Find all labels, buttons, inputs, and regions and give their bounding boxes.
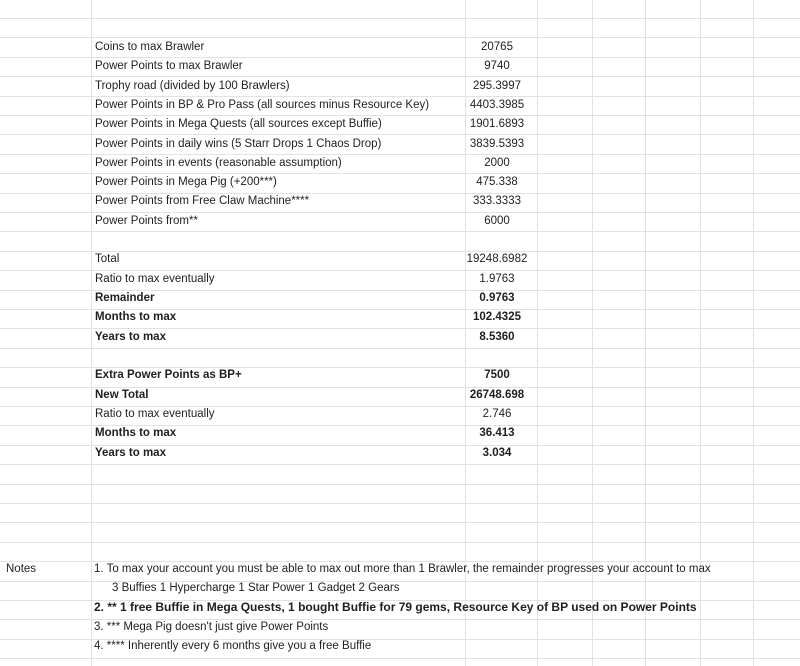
row-gridline	[0, 251, 800, 252]
column-gridline	[753, 0, 754, 666]
row-value[interactable]: 295.3997	[473, 80, 521, 92]
row-label[interactable]: Ratio to max eventually	[95, 273, 215, 285]
row-value[interactable]: 9740	[484, 60, 510, 72]
note-line[interactable]: 3 Buffies 1 Hypercharge 1 Star Power 1 Gadget 2 Gears	[112, 582, 400, 594]
row-label[interactable]: Power Points from Free Claw Machine****	[95, 195, 310, 207]
row-value[interactable]: 26748.698	[469, 389, 525, 401]
row-label[interactable]: Months to max	[95, 311, 177, 323]
row-value[interactable]: 102.4325	[473, 311, 521, 323]
row-label[interactable]: Total	[95, 253, 120, 265]
row-label[interactable]: Power Points in daily wins (5 Starr Drops 1 Chaos Drop)	[95, 138, 382, 150]
row-label[interactable]: Ratio to max eventually	[95, 408, 215, 420]
row-label[interactable]: Power Points in BP & Pro Pass (all sources minus Resource Key)	[95, 99, 430, 111]
row-label[interactable]: Trophy road (divided by 100 Brawlers)	[95, 80, 290, 92]
row-gridline	[0, 503, 800, 504]
row-label[interactable]: Months to max	[95, 427, 177, 439]
row-gridline	[0, 231, 800, 232]
row-value[interactable]: 333.3333	[473, 195, 521, 207]
row-value[interactable]: 3.034	[482, 447, 512, 459]
note-line[interactable]: 2. ** 1 free Buffie in Mega Quests, 1 bought Buffie for 79 gems, Resource Key of BP used on Power Points	[94, 600, 697, 614]
row-gridline	[0, 484, 800, 485]
notes-label[interactable]: Notes	[6, 563, 37, 575]
row-value[interactable]: 6000	[484, 215, 510, 227]
row-label[interactable]: Power Points to max Brawler	[95, 60, 243, 72]
row-label[interactable]: Power Points in Mega Pig (+200***)	[95, 176, 277, 188]
row-value[interactable]: 1901.6893	[469, 118, 525, 130]
row-gridline	[0, 348, 800, 349]
row-value[interactable]: 8.5360	[479, 331, 515, 343]
row-label[interactable]: Extra Power Points as BP+	[95, 369, 242, 381]
row-label[interactable]: Coins to max Brawler	[95, 41, 205, 53]
row-value[interactable]: 20765	[481, 41, 513, 53]
row-value[interactable]: 0.9763	[479, 292, 515, 304]
row-value[interactable]: 7500	[484, 369, 510, 381]
row-gridline	[0, 542, 800, 543]
row-label[interactable]: Power Points from**	[95, 215, 198, 227]
row-value[interactable]: 475.338	[476, 176, 518, 188]
row-value[interactable]: 2000	[484, 157, 510, 169]
note-line[interactable]: 1. To max your account you must be able to max out more than 1 Brawler, the remainder progresses your account to max	[94, 563, 711, 575]
row-label[interactable]: Power Points in events (reasonable assumption)	[95, 157, 342, 169]
row-label[interactable]: Years to max	[95, 447, 166, 459]
row-value[interactable]: 2.746	[482, 408, 512, 420]
row-label[interactable]: Power Points in Mega Quests (all sources except Buffie)	[95, 118, 382, 130]
note-line[interactable]: 4. **** Inherently every 6 months give you a free Buffie	[94, 640, 372, 652]
row-gridline	[0, 464, 800, 465]
row-value[interactable]: 19248.6982	[466, 253, 528, 265]
row-gridline	[0, 522, 800, 523]
row-label[interactable]: New Total	[95, 389, 149, 401]
row-value[interactable]: 3839.5393	[469, 138, 525, 150]
row-value[interactable]: 1.9763	[479, 273, 515, 285]
row-value[interactable]: 36.413	[479, 427, 515, 439]
note-line[interactable]: 3. *** Mega Pig doesn't just give Power Points	[94, 621, 329, 633]
row-label[interactable]: Remainder	[95, 292, 155, 304]
row-gridline	[0, 658, 800, 659]
row-label[interactable]: Years to max	[95, 331, 166, 343]
column-gridline	[91, 0, 92, 666]
row-gridline	[0, 18, 800, 19]
row-value[interactable]: 4403.3985	[469, 99, 525, 111]
